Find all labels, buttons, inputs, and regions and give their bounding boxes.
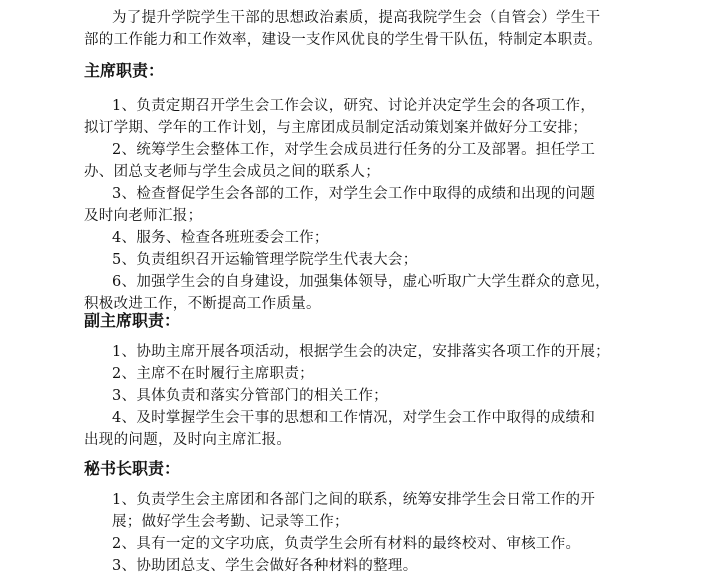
intro-line-2: 部的工作能力和工作效率，建设一支作风优良的学生骨干队伍，特制定本职责。 bbox=[84, 32, 602, 48]
chairman-line: 及时向老师汇报； bbox=[84, 208, 203, 224]
vice-chairman-line: 出现的问题，及时向主席汇报。 bbox=[84, 432, 292, 448]
chairman-line: 5、负责组织召开运输管理学院学生代表大会； bbox=[112, 252, 418, 268]
chairman-line: 6、加强学生会的自身建设，加强集体领导，虚心听取广大学生群众的意见， bbox=[112, 274, 610, 290]
chairman-line: 1、负责定期召开学生会工作会议，研究、讨论并决定学生会的各项工作， bbox=[112, 98, 596, 114]
chairman-line: 3、检查督促学生会各部的工作，对学生会工作中取得的成绩和出现的问题 bbox=[112, 186, 596, 202]
secretary-general-line: 3、协助团总支、学生会做好各种材料的整理。 bbox=[112, 558, 418, 574]
vice-chairman-line: 2、主席不在时履行主席职责； bbox=[112, 366, 314, 382]
vice-chairman-line: 1、协助主席开展各项活动，根据学生会的决定，安排落实各项工作的开展； bbox=[112, 344, 610, 360]
chairman-heading: 主席职责： bbox=[84, 61, 165, 80]
vice-chairman-line: 3、具体负责和落实分管部门的相关工作； bbox=[112, 388, 388, 404]
chairman-line: 办、团总支老师与学生会成员之间的联系人； bbox=[84, 164, 380, 180]
vice-chairman-heading: 副主席职责： bbox=[84, 311, 181, 330]
chairman-line: 4、服务、检查各班班委会工作； bbox=[112, 230, 329, 246]
secretary-general-line: 展；做好学生会考勤、记录等工作； bbox=[112, 514, 349, 530]
secretary-general-heading: 秘书长职责： bbox=[84, 459, 181, 478]
secretary-general-line: 2、具有一定的文字功底，负责学生会所有材料的最终校对、审核工作。 bbox=[112, 536, 581, 552]
intro-line-1: 为了提升学院学生干部的思想政治素质，提高我院学生会（自管会）学生干 bbox=[112, 10, 601, 26]
chairman-line: 拟订学期、学年的工作计划，与主席团成员制定活动策划案并做好分工安排； bbox=[84, 120, 588, 136]
chairman-line: 2、统筹学生会整体工作，对学生会成员进行任务的分工及部署。担任学工 bbox=[112, 142, 596, 158]
chairman-line: 积极改进工作，不断提高工作质量。 bbox=[84, 296, 321, 312]
vice-chairman-line: 4、及时掌握学生会干事的思想和工作情况，对学生会工作中取得的成绩和 bbox=[112, 410, 596, 426]
secretary-general-line: 1、负责学生会主席团和各部门之间的联系，统筹安排学生会日常工作的开 bbox=[112, 492, 596, 508]
